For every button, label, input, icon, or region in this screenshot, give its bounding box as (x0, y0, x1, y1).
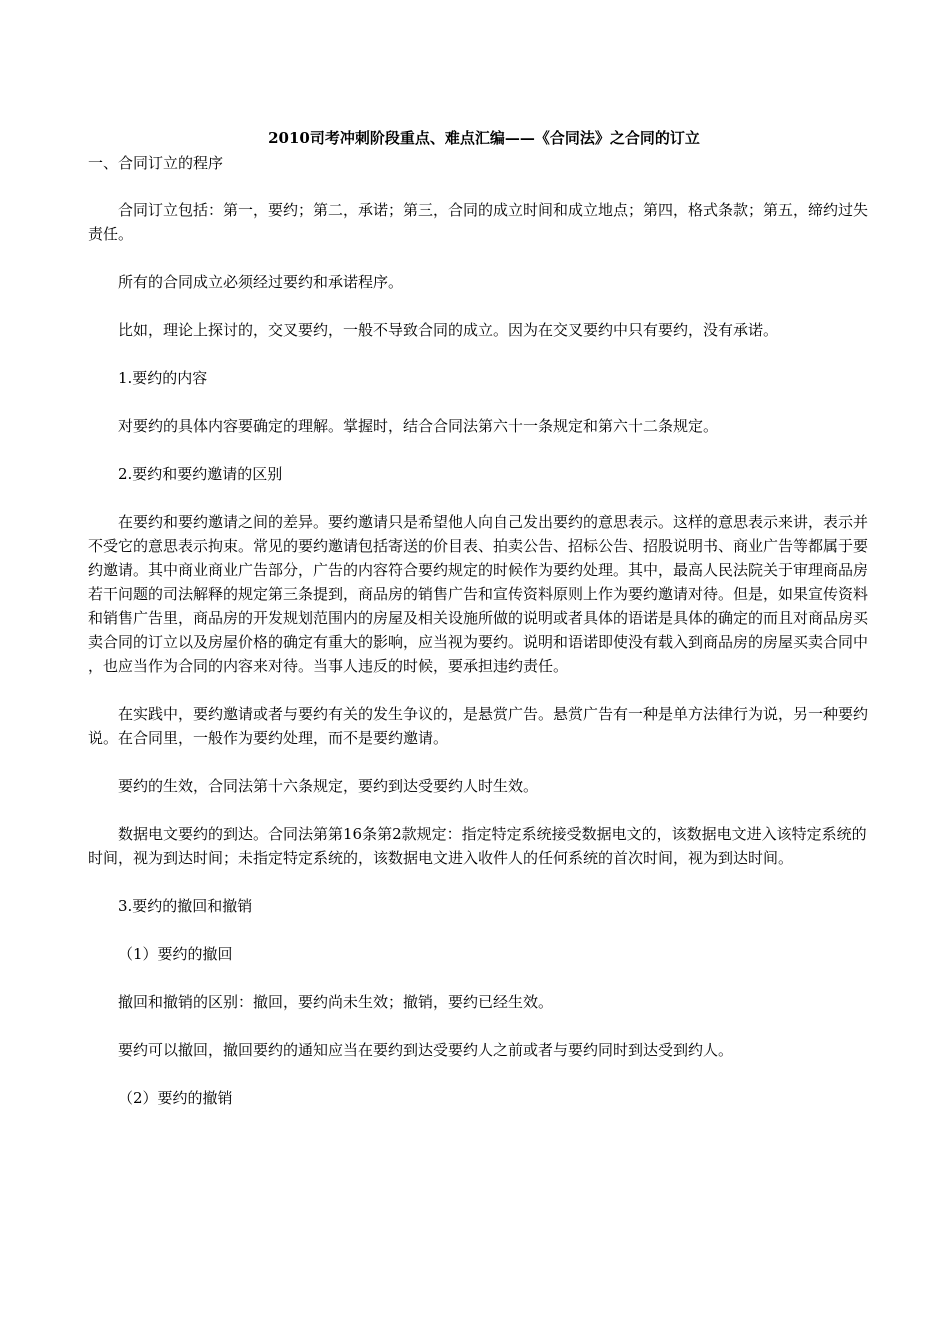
paragraph-withdrawal-difference: 撤回和撤销的区别：撤回，要约尚未生效；撤销，要约已经生效。 (118, 993, 554, 1011)
subheading-offer-content: 1.要约的内容 (118, 369, 208, 387)
paragraph-electronic-offer: 数据电文要约的到达。合同法第第16条第2款规定：指定特定系统接受数据电文的，该数据电文进入该特定系统的时间，视为到达时间；未指定特定系统的，该数据电文进入收件人的任何系统的首次时间，视为到达时间。 (88, 825, 867, 867)
subheading-withdrawal-revocation: 3.要约的撤回和撤销 (118, 897, 253, 915)
paragraph-offer-acceptance: 所有的合同成立必须经过要约和承诺程序。 (118, 273, 404, 291)
subheading-revocation: （2）要约的撤销 (118, 1089, 233, 1107)
document-title: 2010司考冲刺阶段重点、难点汇编——《合同法》之合同的订立 (268, 129, 700, 147)
paragraph-offer-content: 对要约的具体内容要确定的理解。掌握时，结合合同法第六十一条规定和第六十二条规定。 (118, 417, 719, 435)
section-heading: 一、合同订立的程序 (88, 154, 224, 172)
subheading-offer-vs-invitation: 2.要约和要约邀请的区别 (118, 465, 283, 483)
paragraph-offer-vs-invitation: 在要约和要约邀请之间的差异。要约邀请只是希望他人向自己发出要约的意思表示。这样的意思表示来讲，表示并不受它的意思表示拘束。常见的要约邀请包括寄送的价目表、拍卖公告、招标公告、招股说明书、商业广告等都属于要约邀请。其中商业商业广告部分，广告的内容符合要约规定的时候作为要约处理。其中，最高人民法院关于审理商品房若干问题的司法解释的规定第三条提到，商品房的销售广告和宣传资料原则上作为要约邀请对待。但是，如果宣传资料和销售广告里，商品房的开发规划范围内的房屋及相关设施所做的说明或者具体的语诺是具体的确定的而且对商品房买卖合同的订立以及房屋价格的确定有重大的影响，应当视为要约。说明和语诺即使没有载入到商品房的房屋买卖合同中，也应当作为合同的内容来对待。当事人违反的时候，要承担违约责任。 (88, 513, 869, 675)
paragraph-reward-advertisement: 在实践中，要约邀请或者与要约有关的发生争议的，是悬赏广告。悬赏广告有一种是单方法律行为说，另一种要约说。在合同里，一般作为要约处理，而不是要约邀请。 (88, 705, 869, 747)
paragraph-offer-effect: 要约的生效，合同法第十六条规定，要约到达受要约人时生效。 (118, 777, 539, 795)
paragraph-withdrawal-notice: 要约可以撤回，撤回要约的通知应当在要约到达受要约人之前或者与要约同时到达受到约人。 (118, 1041, 734, 1059)
paragraph-cross-offer: 比如，理论上探讨的，交叉要约，一般不导致合同的成立。因为在交叉要约中只有要约，没有承诺。 (118, 321, 779, 339)
document-page (88, 128, 880, 1110)
subheading-withdrawal: （1）要约的撤回 (118, 945, 233, 963)
paragraph-contract-formation: 合同订立包括：第一，要约；第二，承诺；第三，合同的成立时间和成立地点；第四，格式条款；第五，缔约过失责任。 (88, 201, 869, 243)
